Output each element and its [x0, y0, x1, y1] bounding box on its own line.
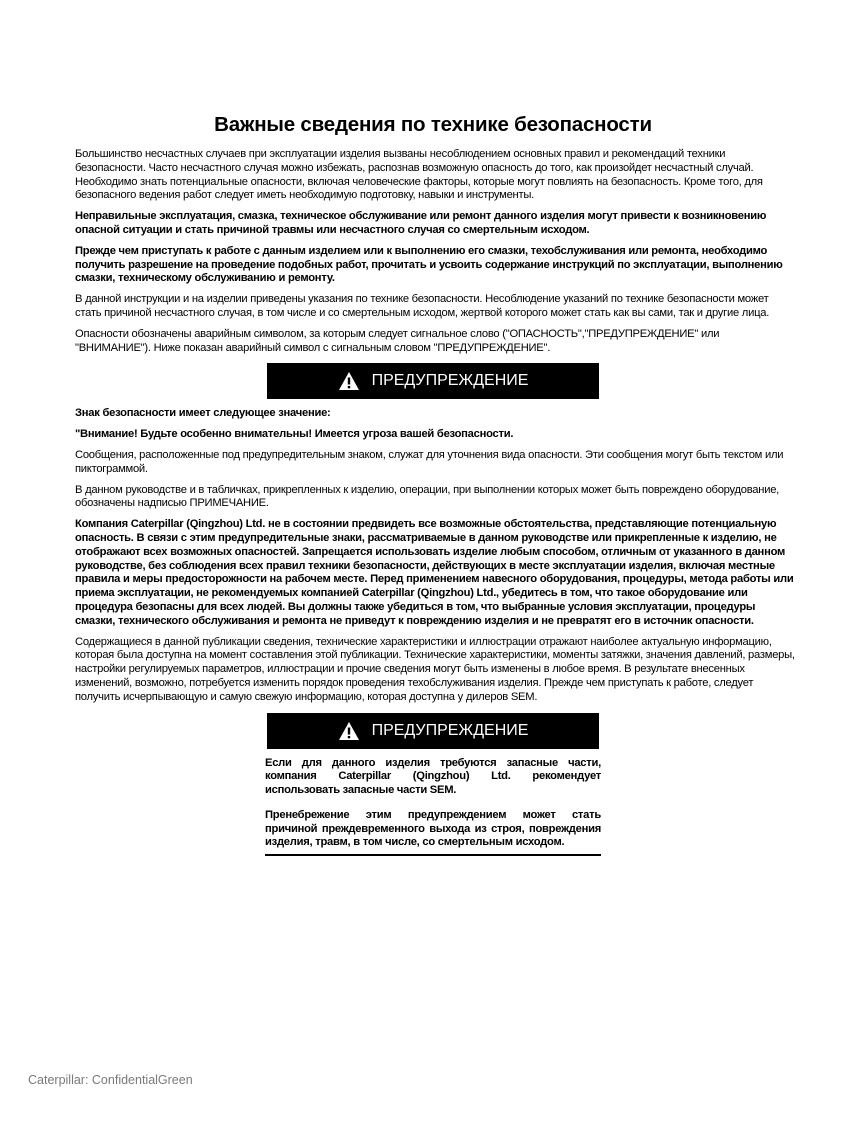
- attention-paragraph: "Внимание! Будьте особенно внимательны! Имеется угроза вашей безопасности.: [75, 428, 514, 441]
- warning-banner-label: ПРЕДУПРЕЖДЕНИЕ: [371, 721, 529, 739]
- signal-word-paragraph: Опасности обозначены аварийным символом, за которым следует сигнальное слово ("ОПАСНОСТЬ","ПРЕДУПРЕЖДЕНИЕ" или "ВНИМАНИЕ"). Ниже показан аварийный символ с сигнальным словом "ПРЕДУПРЕЖДЕНИЕ".: [75, 327, 720, 354]
- warning-triangle-icon: [338, 721, 360, 741]
- sign-meaning-paragraph: Знак безопасности имеет следующее значение:: [75, 407, 331, 420]
- intro-paragraph: Большинство несчастных случаев при эксплуатации изделия вызваны несоблюдением основных правил и рекомендаций техники безопасности. Часто несчастного случая можно избежать, распознав возможную опасность до того, как произойдет несчастный случай. Необходимо знать потенциальные опасности, включая человеческие факторы, которые могут повлиять на безопасность. Кроме того, для безопасного ведения работ следует иметь необходимую подготовку, навыки и инструменты.: [75, 148, 763, 202]
- warning-box: [265, 757, 601, 857]
- notice-paragraph: В данном руководстве и в табличках, прикрепленных к изделию, операции, при выполнении которых может быть повреждено оборудование, обозначены надписью ПРИМЕЧАНИЕ.: [75, 483, 780, 510]
- spare-parts-paragraph: Если для данного изделия требуются запасные части, компания Caterpillar (Qingzhou) Ltd. рекомендует использовать запасные части SEM.: [265, 756, 601, 797]
- messages-paragraph: Сообщения, расположенные под предупредительным знаком, служат для уточнения вида опасности. Эти сообщения могут быть текстом или пиктограммой.: [75, 448, 784, 475]
- safety-instructions-paragraph: В данной инструкции и на изделии приведены указания по технике безопасности. Несоблюдение указаний по технике безопасности может стать причиной несчастного случая, в том числе и со смертельным исходом, жертвой которого может стать как вы сами, так и другие лица.: [75, 293, 770, 319]
- warning-banner-2: [267, 713, 599, 749]
- page-title: Важные сведения по технике безопасности: [214, 113, 652, 136]
- publication-info-paragraph: Содержащиеся в данной публикации сведения, технические характеристики и иллюстрации отражают наиболее актуальную информацию, которая была доступна на момент составления этой публикации. Технические характеристики, моменты затяжки, значения давлений, размеры, настройки регулируемых параметров, иллюстрации и прочие сведения могут быть изменены в любое время. В результате внесенных изменений, возможно, потребуется изменить порядок проведения техобслуживания изделия. Прежде чем приступать к работе, следует получить исчерпывающую и самую свежую информацию, которая доступна у дилеров SEM.: [75, 635, 795, 703]
- warning-banner: [267, 363, 599, 399]
- permission-paragraph: Прежде чем приступать к работе с данным изделием или к выполнению его смазки, техобслуживания или ремонта, необходимо получить разрешение на проведение подобных работ, прочитать и усвоить содержание инструкций по эксплуатации, выполнению смазки, техническому обслуживанию и ремонту.: [75, 244, 783, 285]
- confidentiality-footer: Caterpillar: ConfidentialGreen: [28, 1073, 193, 1087]
- neglect-warning-paragraph: Пренебрежение этим предупреждением может стать причиной преждевременного выхода из строя, повреждения изделия, травм, в том числе, со смертельным исходом.: [265, 808, 601, 849]
- warning-banner-label: ПРЕДУПРЕЖДЕНИЕ: [371, 372, 529, 390]
- misuse-warning-paragraph: Неправильные эксплуатация, смазка, техническое обслуживание или ремонт данного изделия могут привести к возникновению опасной ситуации и стать причиной травмы или несчастного случая со смертельным исходом.: [75, 210, 767, 236]
- caterpillar-disclaimer-paragraph: Компания Caterpillar (Qingzhou) Ltd. не в состоянии предвидеть все возможные обстоятельства, представляющие потенциальную опасность. В связи с этим предупредительные знаки, рассматриваемые в данном руководстве или прикрепленные к изделию, не отображают всех возможных опасностей. Запрещается использовать изделие любым способом, отличным от указанного в данном руководстве, без соблюдения всех правил техники безопасности, действующих в месте эксплуатации изделия, включая местные правила и меры предосторожности на рабочем месте. Перед применением навесного оборудования, процедуры, метода работы или приема эксплуатации, не рекомендуемых компанией Caterpillar (Qingzhou) Ltd., убедитесь в том, что такое оборудование или процедура безопасны для всех людей. Вы должны также убедиться в том, что выбранные условия эксплуатации, процедуры смазки, технического обслуживания и ремонта не приведут к повреждению изделия и не превратят его в источник опасности.: [75, 518, 794, 627]
- document-body: [75, 148, 795, 856]
- warning-triangle-icon: [338, 371, 360, 391]
